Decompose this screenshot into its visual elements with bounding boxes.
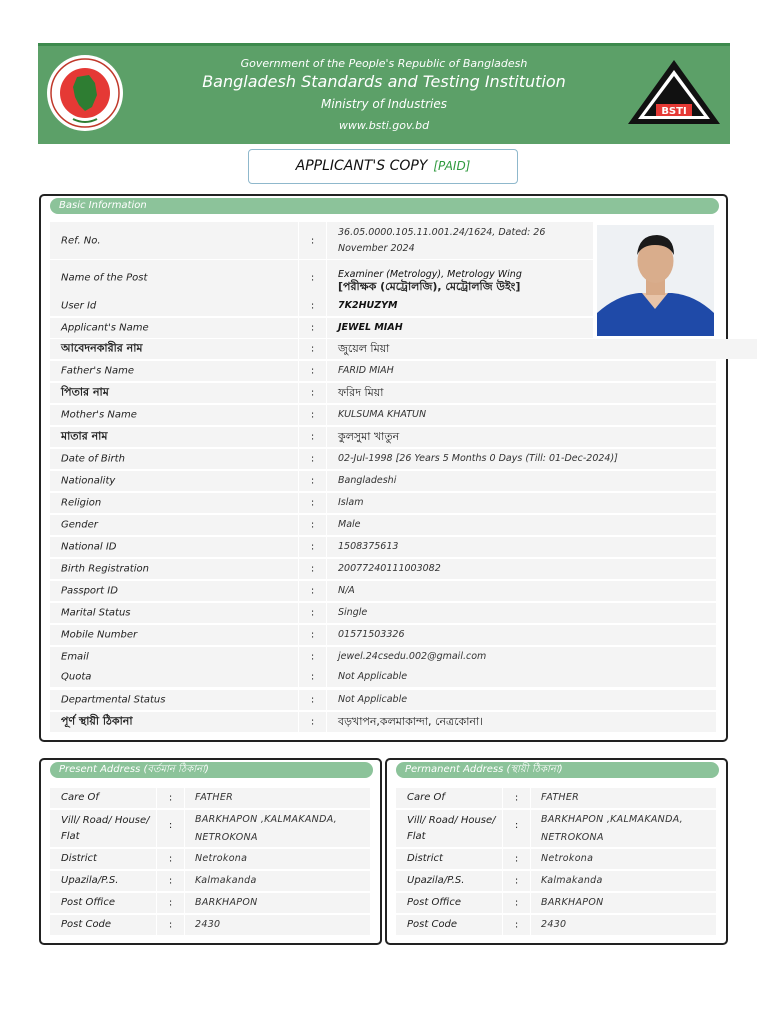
- present-row-post-code: Post Code : 2430: [50, 915, 370, 935]
- info-row-permanent-address-bn: পূর্ণ স্থায়ী ঠিকানা : বড়খাপন,কলমাকান্দা, নেত্রকোনা।: [50, 712, 716, 732]
- permanent-row-district: District : Netrokona: [396, 849, 716, 869]
- info-row-ref-no: Ref. No. : 36.05.0000.105.11.001.24/1624, Dated: 26 November 2024: [50, 222, 593, 259]
- present-row-upazila: Upazila/P.S. : Kalmakanda: [50, 871, 370, 891]
- permanent-address-title: Permanent Address (স্থায়ী ঠিকানা): [396, 762, 719, 778]
- info-row-marital-status: Marital Status : Single: [50, 603, 716, 623]
- bsti-logo-icon: [626, 58, 722, 128]
- info-row-post-name: Name of the Post : Examiner (Metrology), Metrology Wing [পরীক্ষক (মেট্রোলজি), মেট্রোলজি উইং]: [50, 260, 593, 296]
- permanent-row-upazila: Upazila/P.S. : Kalmakanda: [396, 871, 716, 891]
- info-row-applicant-name-bn: আবেদনকারীর নাম : জুয়েল মিয়া: [50, 339, 757, 359]
- present-row-district: District : Netrokona: [50, 849, 370, 869]
- info-row-fathers-name: Father's Name : FARID MIAH: [50, 361, 716, 381]
- website-link[interactable]: www.bsti.gov.bd: [338, 119, 430, 132]
- info-row-passport-id: Passport ID : N/A: [50, 581, 716, 601]
- info-row-date-of-birth: Date of Birth : 02-Jul-1998 [26 Years 5 Months 0 Days (Till: 01-Dec-2024)]: [50, 449, 716, 469]
- copy-label: APPLICANT'S COPY: [295, 158, 428, 174]
- svg-text:BSTI: BSTI: [661, 106, 687, 117]
- info-row-departmental-status: Departmental Status : Not Applicable: [50, 690, 716, 710]
- info-row-nationality: Nationality : Bangladeshi: [50, 471, 716, 491]
- info-row-national-id: National ID : 1508375613: [50, 537, 716, 557]
- basic-information-title: Basic Information: [50, 198, 719, 214]
- ministry-name: Ministry of Industries: [320, 97, 448, 111]
- organization-name: Bangladesh Standards and Testing Institution: [202, 72, 566, 91]
- permanent-row-post-office: Post Office : BARKHAPON: [396, 893, 716, 913]
- info-row-mothers-name: Mother's Name : KULSUMA KHATUN: [50, 405, 716, 425]
- info-row-gender: Gender : Male: [50, 515, 716, 535]
- present-row-village: Vill/ Road/ House/ Flat : BARKHAPON ,KALMAKANDA, NETROKONA: [50, 810, 370, 847]
- info-row-mobile-number: Mobile Number : 01571503326: [50, 625, 716, 645]
- permanent-row-village: Vill/ Road/ House/ Flat : BARKHAPON ,KALMAKANDA, NETROKONA: [396, 810, 716, 847]
- applicant-copy-box: [248, 149, 518, 184]
- header-banner: [38, 43, 730, 144]
- info-row-applicant-name: Applicant's Name : JEWEL MIAH: [50, 318, 593, 338]
- info-row-quota: Quota : Not Applicable: [50, 667, 716, 687]
- permanent-row-care-of: Care Of : FATHER: [396, 788, 716, 808]
- info-row-fathers-name-bn: পিতার নাম : ফরিদ মিয়া: [50, 383, 716, 403]
- applicant-photo-image: [597, 225, 714, 336]
- info-row-email: Email : jewel.24csedu.002@gmail.com: [50, 647, 716, 667]
- info-row-birth-registration: Birth Registration : 20077240111003082: [50, 559, 716, 579]
- info-row-user-id: User Id : 7K2HUZYM: [50, 296, 593, 316]
- info-row-mothers-name-bn: মাতার নাম : কুলসুমা খাতুন: [50, 427, 716, 447]
- info-row-religion: Religion : Islam: [50, 493, 716, 513]
- paid-status: [PAID]: [433, 159, 471, 173]
- applicant-photo: [597, 225, 714, 336]
- present-row-care-of: Care Of : FATHER: [50, 788, 370, 808]
- permanent-row-post-code: Post Code : 2430: [396, 915, 716, 935]
- present-address-title: Present Address (বর্তমান ঠিকানা): [50, 762, 373, 778]
- present-row-post-office: Post Office : BARKHAPON: [50, 893, 370, 913]
- government-name: Government of the People's Republic of Bangladesh: [240, 57, 528, 70]
